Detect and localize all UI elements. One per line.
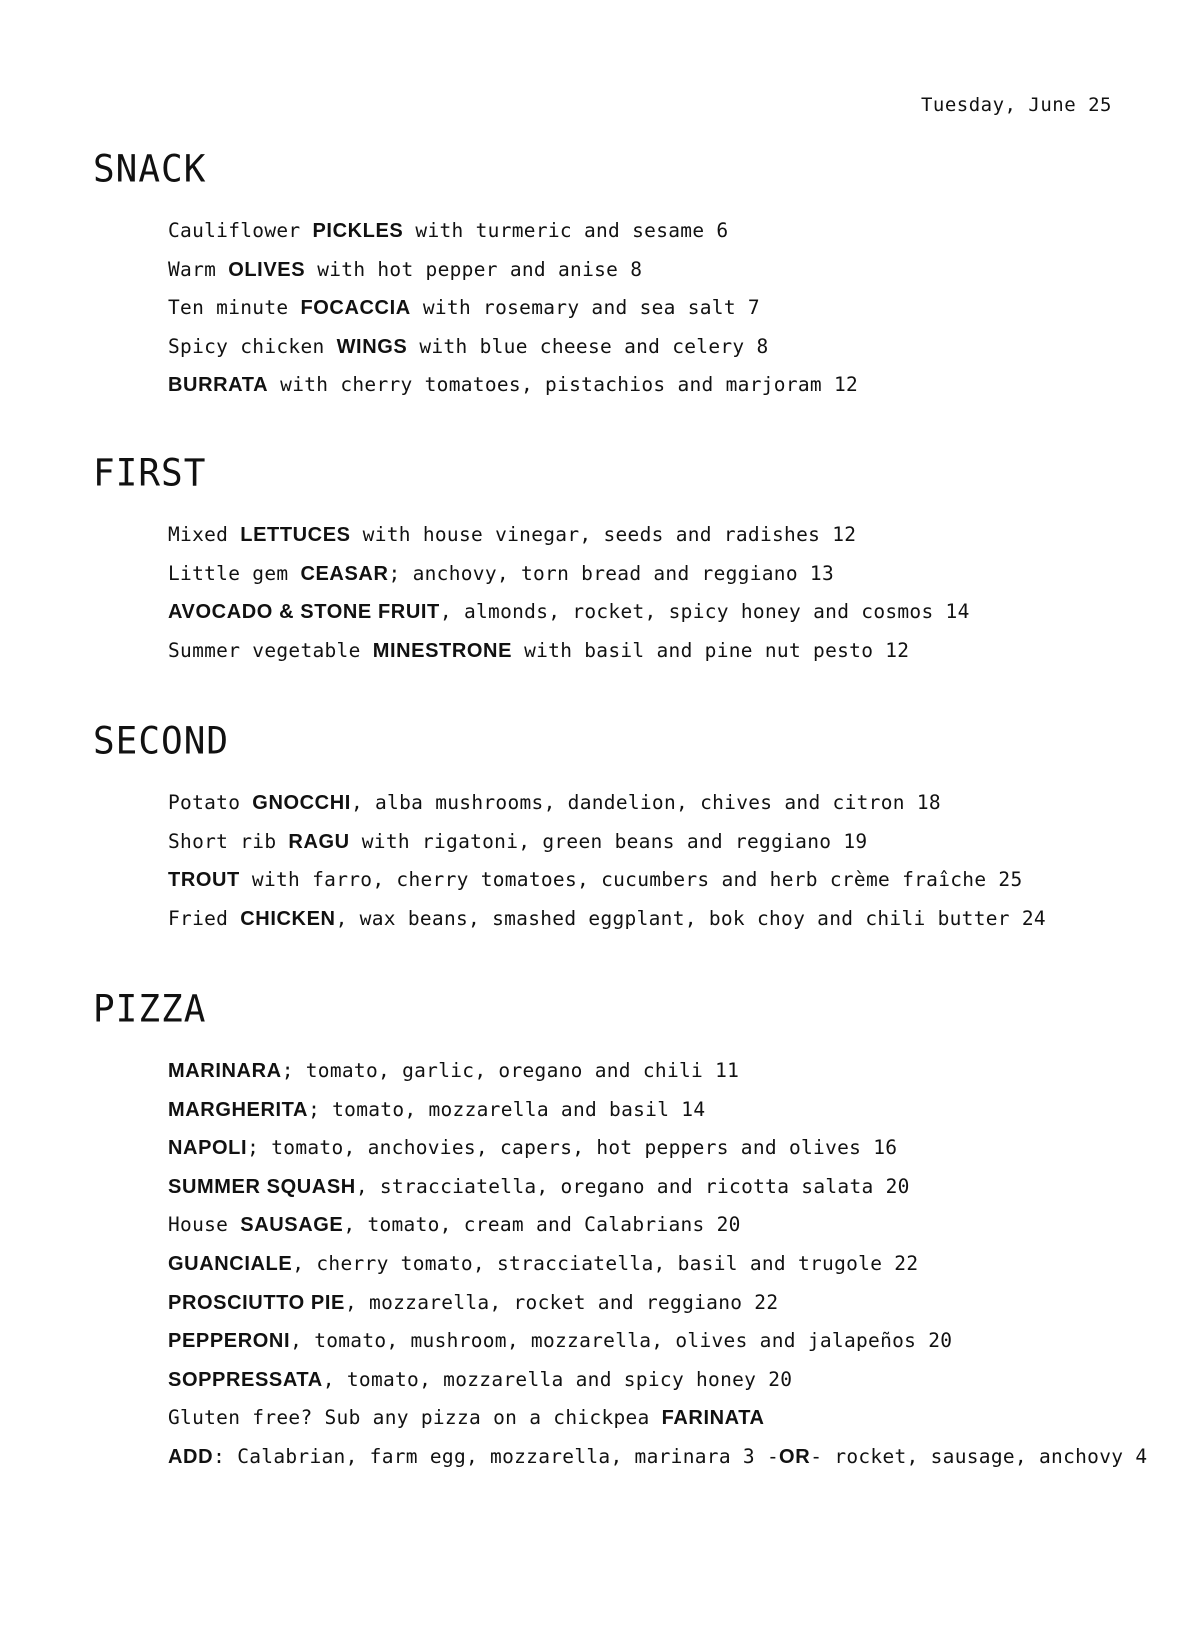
- item-list: [168, 784, 1046, 938]
- menu-item: PEPPERONI, tomato, mushroom, mozzarella, olives and jalapeños 20: [168, 1329, 953, 1353]
- menu-item: Potato GNOCCHI, alba mushrooms, dandelion, chives and citron 18: [168, 791, 941, 814]
- menu-item: GUANCIALE, cherry tomato, stracciatella, basil and trugole 22: [168, 1251, 919, 1275]
- menu-item: NAPOLI; tomato, anchovies, capers, hot peppers and olives 16: [168, 1136, 898, 1160]
- menu-item: Fried CHICKEN, wax beans, smashed eggplant, bok choy and chili butter 24: [168, 906, 1046, 930]
- section-first: [93, 451, 970, 670]
- section-title: FIRST: [93, 451, 207, 495]
- item-list: [168, 1052, 1147, 1477]
- menu-item: Spicy chicken WINGS with blue cheese and celery 8: [168, 334, 769, 358]
- menu-item: Short rib RAGU with rigatoni, green beans and reggiano 19: [168, 829, 868, 853]
- menu-item: Mixed LETTUCES with house vinegar, seeds and radishes 12: [168, 523, 857, 546]
- menu-item: House SAUSAGE, tomato, cream and Calabrians 20: [168, 1213, 741, 1237]
- menu-item: Gluten free? Sub any pizza on a chickpea FARINATA: [168, 1406, 765, 1430]
- section-snack: [93, 147, 859, 405]
- section-title: SNACK: [93, 147, 207, 191]
- menu-item: Warm OLIVES with hot pepper and anise 8: [168, 257, 643, 281]
- menu-item: Ten minute FOCACCIA with rosemary and sea salt 7: [168, 296, 760, 320]
- section-second: [93, 719, 1046, 938]
- menu-item: MARINARA; tomato, garlic, oregano and chili 11: [168, 1059, 740, 1082]
- menu-item: Summer vegetable MINESTRONE with basil and pine nut pesto 12: [168, 638, 910, 662]
- section-title: SECOND: [93, 719, 230, 763]
- menu-item: Cauliflower PICKLES with turmeric and sesame 6: [168, 219, 729, 242]
- menu-item: MARGHERITA; tomato, mozzarella and basil 14: [168, 1097, 706, 1121]
- add-ons-line: ADD: Calabrian, farm egg, mozzarella, marinara 3 -OR- rocket, sausage, anchovy 4: [168, 1444, 1148, 1468]
- section-title: PIZZA: [93, 987, 207, 1031]
- item-list: [168, 212, 858, 405]
- menu-item: TROUT with farro, cherry tomatoes, cucumbers and herb crème fraîche 25: [168, 868, 1023, 892]
- section-pizza: [93, 987, 1148, 1477]
- menu-item: SOPPRESSATA, tomato, mozzarella and spicy honey 20: [168, 1367, 793, 1391]
- menu-item: SUMMER SQUASH, stracciatella, oregano and ricotta salata 20: [168, 1174, 910, 1198]
- menu-date: Tuesday, June 25: [920, 94, 1112, 116]
- menu-item: AVOCADO & STONE FRUIT, almonds, rocket, spicy honey and cosmos 14: [168, 600, 970, 624]
- menu-item: PROSCIUTTO PIE, mozzarella, rocket and reggiano 22: [168, 1290, 779, 1314]
- menu-item: Little gem CEASAR; anchovy, torn bread and reggiano 13: [168, 561, 834, 585]
- menu-item: BURRATA with cherry tomatoes, pistachios and marjoram 12: [168, 373, 859, 397]
- item-list: [168, 516, 970, 670]
